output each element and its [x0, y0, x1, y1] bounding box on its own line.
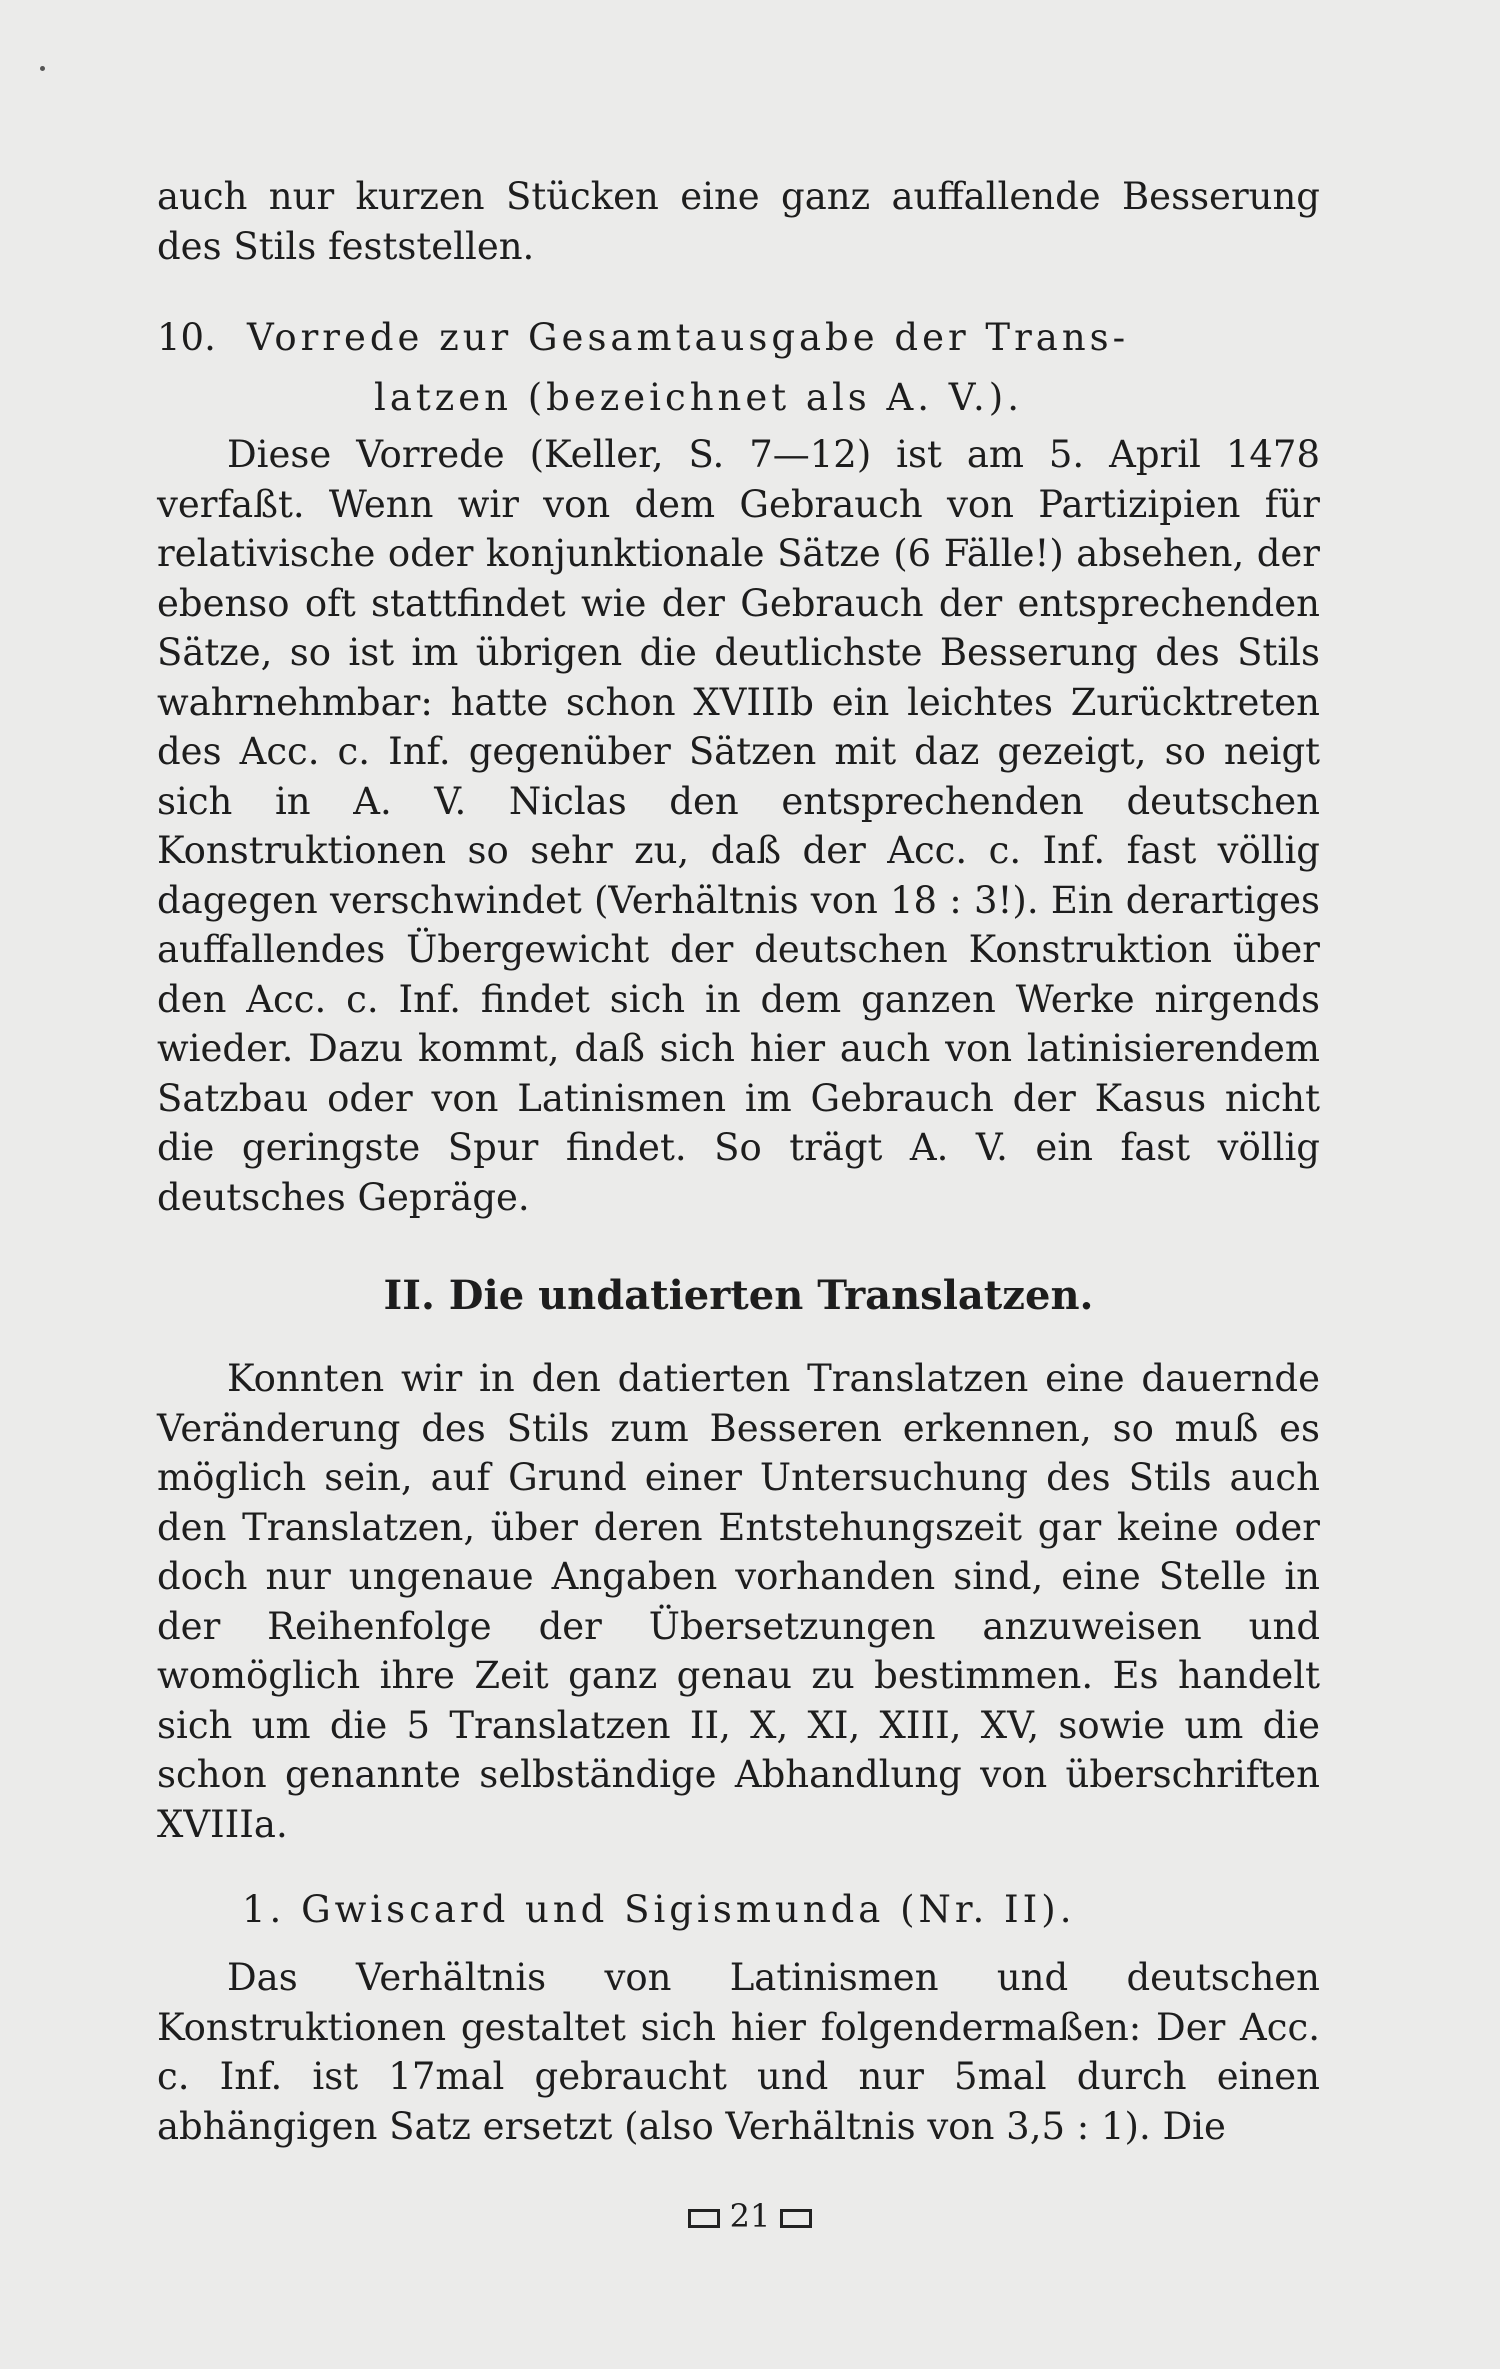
- paragraph-das-block: [157, 1953, 1320, 2151]
- section-10-number: 10.: [157, 316, 216, 359]
- section-10-title-line-1: Vorrede zur Gesamtausgabe der Trans-: [247, 316, 1130, 359]
- page-number: [0, 2197, 1500, 2235]
- chapter-heading-ii: II. Die undatierten Translatzen.: [383, 1272, 1094, 1319]
- paragraph-1: auch nur kurzen Stücken eine ganz auffallende Besserung des Stils feststellen.: [157, 175, 1320, 268]
- paragraph-vorrede: Diese Vorrede (Keller, S. 7—12) ist am 5. April 1478 verfaßt. Wenn wir von dem Gebrauch von Partizipien für relativische oder konjunktionale Sätze (6 Fälle!) absehen, der ebenso oft stattfindet wie der Gebrauch der entsprechenden Sätze, so ist im übrigen die deutlichste Besserung des Stils wahrnehmbar: hatte schon XVIIIb ein leichtes Zurücktreten des Acc. c. Inf. gegenüber Sätzen mit daz gezeigt, so neigt sich in A. V. Niclas den entsprechenden deutschen Konstruktionen so sehr zu, daß der Acc. c. Inf. fast völlig dagegen verschwindet (Verhältnis von 18 : 3!). Ein derartiges auffallendes Übergewicht der deutschen Konstruktion über den Acc. c. Inf. findet sich in dem ganzen Werke nirgends wieder. Dazu kommt, daß sich hier auch von latinisierendem Satzbau oder von Latinismen im Gebrauch der Kasus nicht die geringste Spur findet. So trägt A. V. ein fast völlig deutsches Gepräge.: [157, 433, 1320, 1219]
- paragraph-das: Das Verhältnis von Latinismen und deutschen Konstruktionen gestaltet sich hier folgendermaßen: Der Acc. c. Inf. ist 17mal gebraucht und nur 5mal durch einen abhängigen Satz ersetzt (also Verhältnis von 3,5 : 1). Die: [157, 1956, 1320, 2148]
- folio-ornament-right: [780, 2209, 812, 2228]
- paragraph-konnten-block: [157, 1354, 1320, 1849]
- paragraph-continuation: [157, 172, 1320, 271]
- page-edge-mark: [40, 66, 45, 71]
- section-10-heading: [157, 308, 1320, 428]
- page-number-text: 21: [729, 2197, 771, 2235]
- section-1-heading: 1. Gwiscard und Sigismunda (Nr. II).: [242, 1888, 1076, 1931]
- section-10-title-line-2: latzen (bezeichnet als A. V.).: [374, 376, 1023, 419]
- paragraph-vorrede-block: [157, 430, 1320, 1222]
- paragraph-konnten: Konnten wir in den datierten Translatzen eine dauernde Veränderung des Stils zum Besseren erkennen, so muß es möglich sein, auf Grund einer Untersuchung des Stils auch den Translatzen, über deren Entstehungszeit gar keine oder doch nur ungenaue Angaben vorhanden sind, eine Stelle in der Reihenfolge der Übersetzungen anzuweisen und womöglich ihre Zeit ganz genau zu bestimmen. Es handelt sich um die 5 Translatzen II, X, XI, XIII, XV, sowie um die schon genannte selbständige Abhandlung von überschriften XVIIIa.: [157, 1357, 1320, 1846]
- folio-ornament-left: [688, 2209, 720, 2228]
